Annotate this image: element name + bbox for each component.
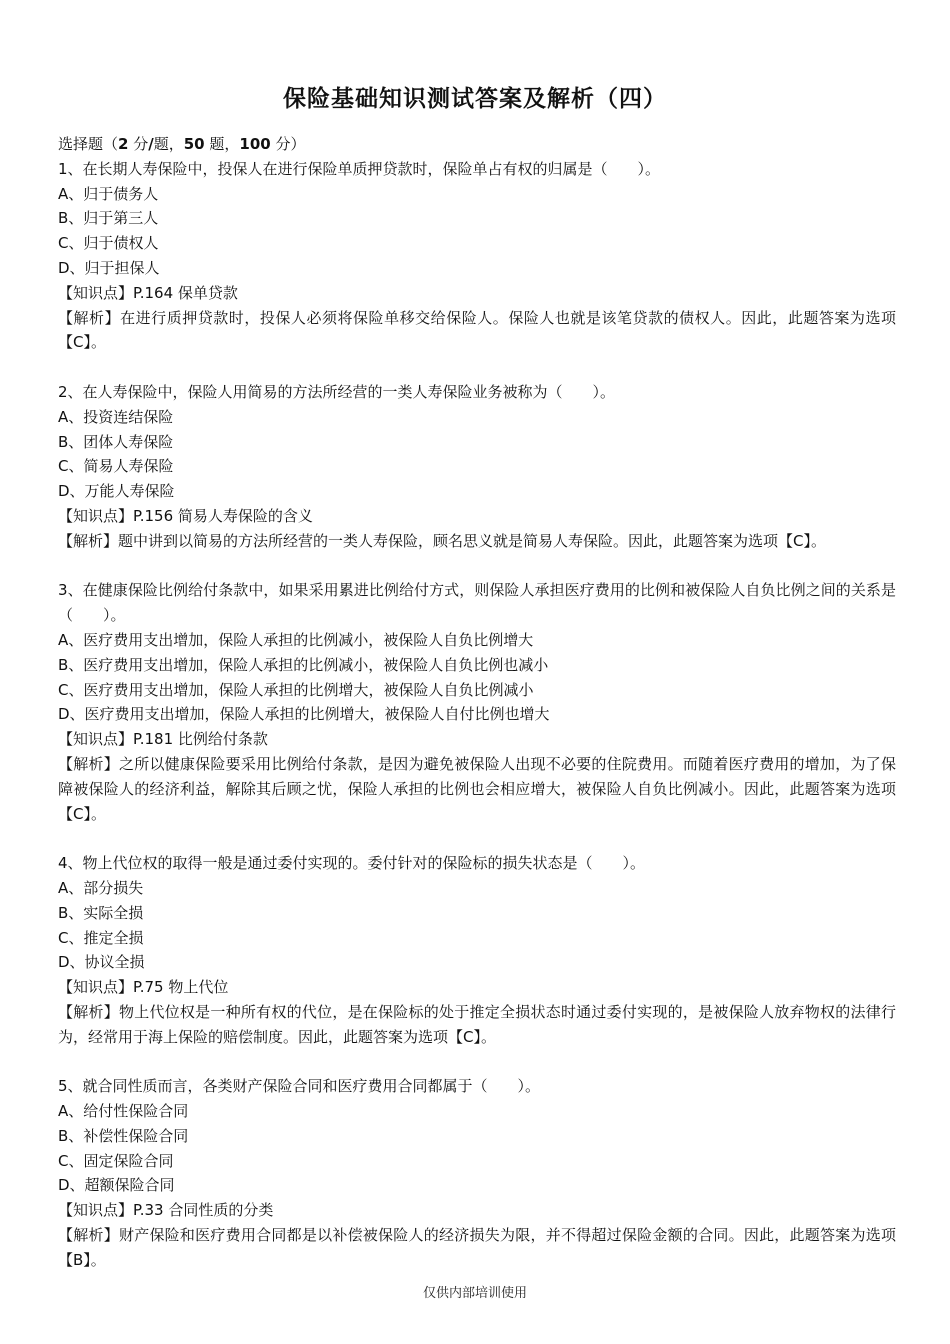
- knowledge-point: 【知识点】P.75 物上代位: [58, 978, 229, 997]
- document-title: 保险基础知识测试答案及解析（四）: [283, 85, 667, 112]
- question-4: [58, 851, 896, 1049]
- analysis: 【解析】在进行质押贷款时，投保人必须将保险单移交给保险人。保险人也就是该笔贷款的债权人。因此，此题答案为选项【C】。: [58, 308, 896, 352]
- intro-count: 50: [183, 135, 205, 153]
- intro-points: 2: [118, 135, 129, 153]
- question-1: [58, 157, 896, 355]
- option-a: A、给付性保险合同: [58, 1102, 189, 1121]
- option-c: C、固定保险合同: [58, 1151, 174, 1170]
- option-b: B、补偿性保险合同: [58, 1126, 189, 1145]
- knowledge-point: 【知识点】P.164 保单贷款: [58, 283, 238, 302]
- option-a: A、归于债务人: [58, 184, 159, 203]
- option-a: A、部分损失: [58, 878, 144, 897]
- option-d: D、万能人寿保险: [58, 482, 175, 501]
- option-a: A、医疗费用支出增加，保险人承担的比例减小，被保险人自负比例增大: [58, 630, 534, 649]
- option-d: D、归于担保人: [58, 258, 160, 277]
- page-footer: 仅供内部培训使用: [422, 1286, 527, 1301]
- intro-prefix: 选择题（: [58, 135, 119, 153]
- option-d: D、协议全损: [58, 953, 145, 972]
- option-d: D、超额保险合同: [58, 1176, 175, 1195]
- option-a: A、投资连结保险: [58, 407, 174, 426]
- option-b: B、归于第三人: [58, 209, 159, 228]
- question-stem: 1、在长期人寿保险中，投保人在进行保险单质押贷款时，保险单占有权的归属是（ ）。: [58, 159, 661, 178]
- document-body: [58, 132, 896, 1273]
- question-stem: 2、在人寿保险中，保险人用简易的方法所经营的一类人寿保险业务被称为（ ）。: [58, 382, 616, 401]
- option-c: C、医疗费用支出增加，保险人承担的比例增大，被保险人自负比例减小: [58, 680, 534, 699]
- analysis: 【解析】题中讲到以简易的方法所经营的一类人寿保险，顾名思义就是简易人寿保险。因此，此题答案为选项【C】。: [58, 531, 826, 550]
- question-stem: 4、物上代位权的取得一般是通过委付实现的。委付针对的保险标的损失状态是（ ）。: [58, 854, 646, 873]
- knowledge-point: 【知识点】P.33 合同性质的分类: [58, 1201, 274, 1220]
- question-stem: 5、就合同性质而言，各类财产保险合同和医疗费用合同都属于（ ）。: [58, 1077, 541, 1096]
- option-b: B、团体人寿保险: [58, 432, 174, 451]
- option-d: D、医疗费用支出增加，保险人承担的比例增大，被保险人自付比例也增大: [58, 705, 550, 724]
- analysis: 【解析】物上代位权是一种所有权的代位，是在保险标的处于推定全损状态时通过委付实现的，是被保险人放弃物权的法律行为，经常用于海上保险的赔偿制度。因此，此题答案为选项【C】。: [58, 1002, 896, 1046]
- knowledge-point: 【知识点】P.156 简易人寿保险的含义: [58, 506, 313, 525]
- question-stem: 3、在健康保险比例给付条款中，如果采用累进比例给付方式，则保险人承担医疗费用的比例和被保险人自负比例之间的关系是（ ）。: [58, 581, 896, 625]
- question-5: [58, 1074, 896, 1272]
- intro-mid2: 题，: [153, 135, 184, 153]
- analysis: 【解析】之所以健康保险要采用比例给付条款，是因为避免被保险人出现不必要的住院费用。而随着医疗费用的增加，为了保障被保险人的经济利益，解除其后顾之忧，保险人承担的比例也会相应增大，被保险人自负比例减小。因此，此题答案为选项【C】。: [58, 754, 896, 823]
- knowledge-point: 【知识点】P.181 比例给付条款: [58, 730, 268, 749]
- option-c: C、推定全损: [58, 928, 144, 947]
- option-b: B、医疗费用支出增加，保险人承担的比例减小，被保险人自负比例也减小: [58, 655, 549, 674]
- intro-slash: /: [148, 135, 154, 153]
- question-2: [58, 380, 896, 554]
- question-3: [58, 578, 896, 826]
- option-c: C、归于债权人: [58, 234, 159, 253]
- analysis: 【解析】财产保险和医疗费用合同都是以补偿被保险人的经济损失为限，并不得超过保险金额的合同。因此，此题答案为选项【B】。: [58, 1226, 896, 1269]
- intro-total: 100: [239, 135, 271, 153]
- option-c: C、简易人寿保险: [58, 457, 174, 476]
- intro-suffix: 分）: [270, 135, 306, 153]
- section-intro: [58, 132, 896, 157]
- option-b: B、实际全损: [58, 903, 144, 922]
- intro-mid1: 分: [128, 135, 149, 153]
- intro-mid3: 题，: [204, 135, 240, 153]
